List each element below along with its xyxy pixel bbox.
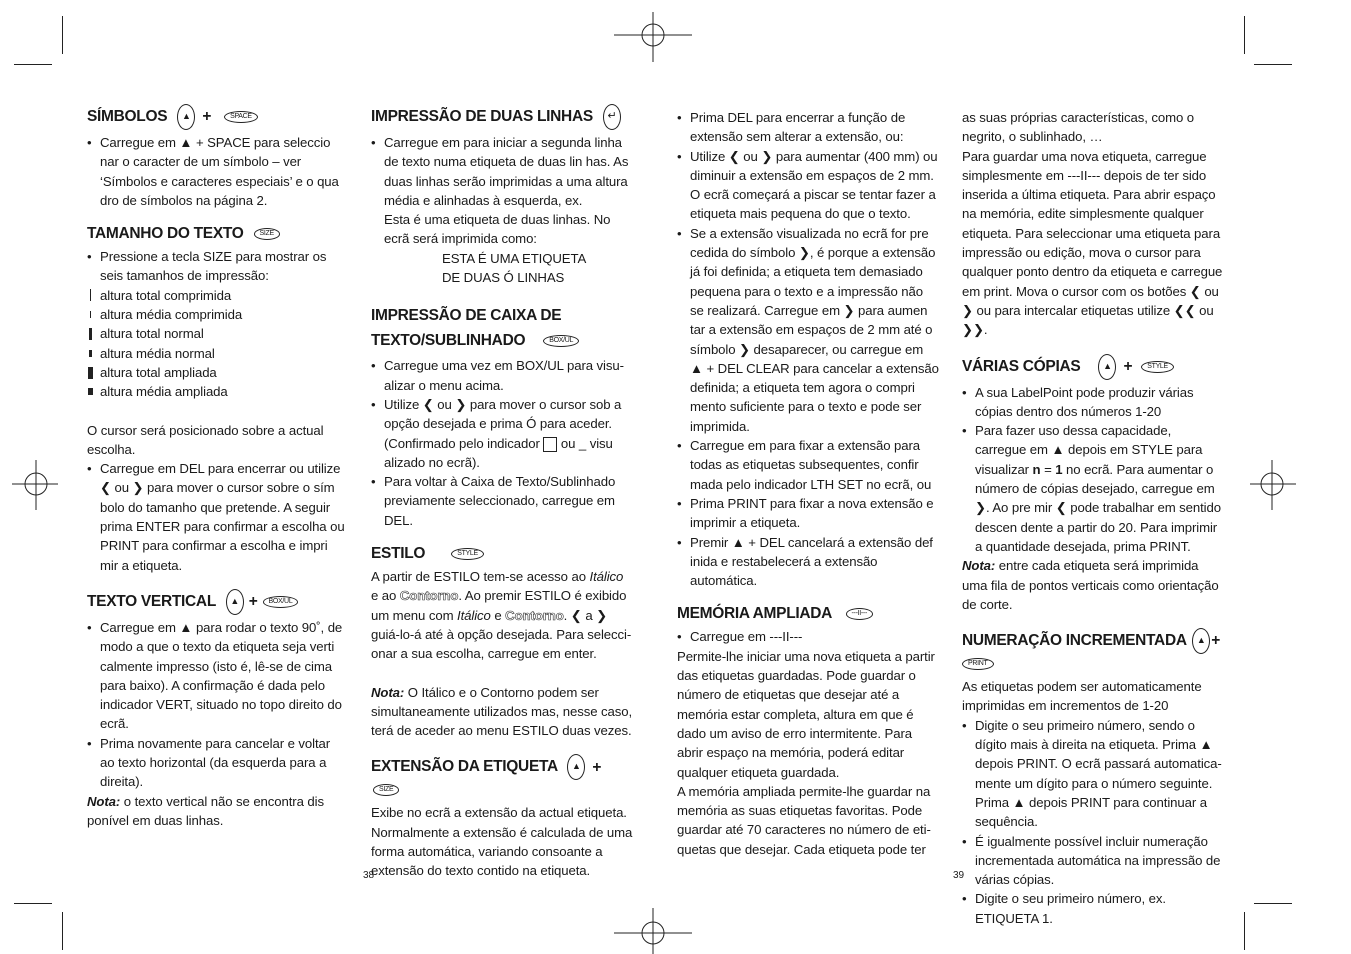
list-item: • Digite o seu primeiro número, ex. ETIQUETA 1. — [962, 889, 1224, 928]
paragraph: as suas próprias características, como o negrito, o sublinhado, … — [962, 110, 1195, 145]
paragraph: Permite-lhe iniciar uma nova etiqueta a partir das etiquetas guardadas. Pode guardar o número de etiquetas que desejar até a memória estar completa, altura em que é dado um aviso de erro intermitente. Para abrir espaço na memória, poderá editar qualquer etiqueta guardada. — [677, 648, 935, 780]
list-duas — [371, 133, 633, 287]
crop-mark — [14, 64, 52, 65]
list-copias — [962, 383, 1224, 557]
crop-mark — [1244, 16, 1245, 54]
heading-caixa: IMPRESSÃO DE CAIXA DE TEXTO/SUBLINHADO BOX/UL — [371, 303, 633, 353]
paragraph: As etiquetas podem ser automaticamente imprimidas em incrementos de 1-20 — [962, 679, 1202, 714]
list-item: • A sua LabelPoint pode produzir várias cópias dentro dos números 1-20 — [962, 383, 1224, 422]
style-key-icon: STYLE — [1141, 361, 1174, 373]
size-half-normal-icon — [89, 350, 92, 357]
size-key-icon: SIZE — [254, 228, 280, 240]
size-key-icon: SIZE — [373, 784, 399, 796]
size-option: altura média comprimida — [87, 305, 345, 324]
up-arrow-key-icon: ▲ — [1192, 628, 1210, 654]
list-memoria — [677, 627, 939, 646]
registration-mark-bottom — [614, 908, 692, 954]
size-half-condensed-icon — [90, 311, 91, 318]
page-number-left: 38 — [363, 870, 375, 881]
list-item: • Premir ▲ + DEL cancelará a extensão def inida e restabelecerá a extensão automática. — [677, 533, 939, 591]
list-item: • Pressione a tecla SIZE para mostrar os seis tamanhos de impressão: — [87, 247, 345, 286]
space-key-icon: SPACE — [224, 111, 258, 123]
registration-mark-right — [1250, 460, 1296, 510]
boxul-key-icon: BOX/UL — [543, 335, 579, 347]
paragraph: A memória ampliada permite-lhe guardar na memória as suas etiquetas favoritas. Pode guardar até 70 caracteres no número de eti- quetas que desejar. Cada etiqueta pode ter — [677, 783, 931, 857]
list-item: • Carregue em ▲ para rodar o texto 90˚, de modo a que o texto da etiqueta seja verti calmente impresso (isto é, lê-se de cima para baixo). A confirmação é dada pelo indicador VERT, situado no topo direito do ecrã. — [87, 618, 345, 734]
heading-memoria: MEMÓRIA AMPLIADA ---II--- — [677, 604, 939, 624]
list-item: • Utilize ❮ ou ❯ para mover o cursor sob a opção desejada e prima Ó para aceder. (Confirmado pelo indicador ou _ visu alizado no ecrã). — [371, 395, 633, 472]
list-numeracao — [962, 716, 1224, 928]
crop-mark — [1254, 903, 1292, 904]
list-item: • Carregue em ---II--- — [677, 627, 939, 646]
paragraph: Para guardar uma nova etiqueta, carregue simplesmente em ---II--- depois de ter sido inserida a última etiqueta. Para abrir espaço na memória, edite simplesmente qualquer etiqueta. Para seleccionar uma etiqueta para impressão ou edição, mova o cursor para qualquer ponto dentro da etiqueta e carregue em print. Mova o cursor com os botões ❮ ou ❯ ou para intercalar etiquetas utilize ❮❮ ou ❯❯. — [962, 148, 1223, 338]
crop-mark — [1254, 64, 1292, 65]
list-item: • Prima DEL para encerrar a função de extensão sem alterar a extensão, ou: — [677, 108, 939, 147]
up-arrow-key-icon: ▲ — [567, 754, 585, 780]
crop-mark — [1244, 912, 1245, 950]
crop-mark — [62, 912, 63, 950]
paragraph: Exibe no ecrã a extensão da actual etiqueta. Normalmente a extensão é calculada de uma forma automática, variando consoante a extensão do texto contido na etiqueta. — [371, 805, 633, 879]
up-arrow-key-icon: ▲ — [177, 104, 195, 130]
list-item: • Prima PRINT para fixar a nova extensão e imprimir a etiqueta. — [677, 494, 939, 533]
list-item: • Carregue em para fixar a extensão para todas as etiquetas subsequentes, confir mada pelo indicador LTH SET no ecrã, ou — [677, 436, 939, 494]
list-item: • Carregue em para iniciar a segunda linha de texto numa etiqueta de duas lin has. As duas linhas serão imprimidas a uma altura média e alinhadas à esquerda, ex. Esta é uma etiqueta de duas linhas. No ecrã será imprimida como: ESTA É UMA ETIQUETA DE DUAS Ó LINHAS — [371, 133, 633, 287]
list-extensao-cont — [677, 108, 939, 590]
print-key-icon: PRINT — [962, 658, 994, 670]
list-item: • Carregue uma vez em BOX/UL para visu- alizar o menu acima. — [371, 356, 633, 395]
heading-numeracao: NUMERAÇÃO INCREMENTADA ▲ +PRINT — [962, 628, 1224, 674]
note: Nota: o texto vertical não se encontra dis ponível em duas linhas. — [87, 793, 324, 828]
note: Nota: O Itálico e o Contorno podem ser simultaneamente utilizados mas, nesse caso, terá de aceder ao menu ESTILO duas vezes. — [371, 684, 633, 739]
boxul-key-icon: BOX/UL — [263, 596, 299, 608]
size-option: altura total comprimida — [87, 286, 345, 305]
heading-simbolos: SÍMBOLOS ▲ + SPACE — [87, 104, 345, 130]
list-tamanho-2 — [87, 459, 345, 575]
list-vertical — [87, 618, 345, 792]
heading-tamanho: TAMANHO DO TEXTO SIZE — [87, 224, 345, 244]
list-caixa — [371, 356, 633, 530]
heading-copias: VÁRIAS CÓPIAS ▲ + STYLE — [962, 354, 1224, 380]
column-4 — [962, 108, 1224, 928]
crop-mark — [62, 16, 63, 54]
size-half-expanded-icon — [88, 388, 93, 395]
paragraph: O cursor será posicionado sobre a actual escolha. — [87, 422, 324, 457]
memory-key-icon: ---II--- — [846, 608, 873, 620]
registration-mark-top — [614, 12, 692, 62]
column-2 — [371, 104, 633, 881]
heading-estilo: ESTILO STYLE — [371, 544, 633, 564]
page-number-right: 39 — [953, 870, 965, 881]
list-item: • Utilize ❮ ou ❯ para aumentar (400 mm) ou diminuir a extensão em espaços de 2 mm. O ecrã começará a piscar se tentar fazer a etiqueta mais pequena do que o texto. — [677, 147, 939, 224]
size-option: altura total ampliada — [87, 363, 345, 382]
size-full-condensed-icon — [90, 289, 91, 301]
registration-mark-left — [12, 460, 58, 510]
up-arrow-key-icon: ▲ — [1098, 354, 1116, 380]
size-full-normal-icon — [89, 328, 92, 340]
list-item: • Digite o seu primeiro número, sendo o dígito mais à direita na etiqueta. Prima ▲ depois PRINT. O ecrã passará automatica- mente um dígito para o número seguinte. Prima ▲ depois PRINT para continuar a sequência. — [962, 716, 1224, 832]
note: Nota: entre cada etiqueta será imprimida uma fila de pontos verticais como orientação de corte. — [962, 558, 1219, 612]
list-item: • Se a extensão visualizada no ecrã for pre cedida do símbolo ❯, é porque a extensão já foi definida; a etiqueta tem demasiado pequena para o texto e a impressão não se realizará. Carregue em ❯ para aumen tar a extensão em espaços de 2 mm até o símbolo ❯ desaparecer, ou carregue em ▲ + DEL CLEAR para cancelar a extensão definida; a etiqueta tem agora o compri mento suficiente para o texto e pode ser imprimida. — [677, 224, 939, 436]
heading-vertical: TEXTO VERTICAL ▲ + BOX/UL — [87, 589, 345, 615]
size-option: altura total normal — [87, 324, 345, 343]
style-key-icon: STYLE — [451, 548, 484, 560]
enter-key-icon: ↵ — [603, 104, 621, 130]
size-full-expanded-icon — [88, 367, 93, 379]
list-item: • Carregue em ▲ + SPACE para seleccio nar o caracter de um símbolo – ver ‘Símbolos e caracteres especiais’ e o qua dro de símbolos na página 2. — [87, 133, 345, 210]
list-item: • Para voltar à Caixa de Texto/Sublinhado previamente seleccionado, carregue em DEL. — [371, 472, 633, 530]
size-options — [87, 286, 345, 402]
up-arrow-key-icon: ▲ — [226, 589, 244, 615]
list-tamanho — [87, 247, 345, 286]
heading-extensao: EXTENSÃO DA ETIQUETA ▲ + SIZE — [371, 754, 633, 800]
list-item: • É igualmente possível incluir numeração incrementada automática na impressão de várias cópias. — [962, 832, 1224, 890]
size-option: altura média normal — [87, 344, 345, 363]
list-simbolos — [87, 133, 345, 210]
list-item: • Para fazer uso dessa capacidade, carregue em ▲ depois em STYLE para visualizar n = 1 no ecrã. Para aumentar o número de cópias desejado, carregue em ❯. Ao pre mir ❮ pode trabalhar em sentido descen dente a partir do 20. Para imprimir a quantidade desejada, prima PRINT. — [962, 421, 1224, 556]
column-3 — [677, 108, 939, 859]
size-option: altura média ampliada — [87, 382, 345, 401]
paragraph: A partir de ESTILO tem-se acesso ao Itálico e ao Contorno. Ao premir ESTILO é exibido um menu com Itálico e Contorno. ❮ a ❯ guiá-lo-á até à opção desejada. Para selecci- onar a sua escolha, carregue em enter. — [371, 569, 632, 662]
list-item: • Prima novamente para cancelar e voltar ao texto horizontal (da esquerda para a direita). — [87, 734, 345, 792]
heading-duas-linhas: IMPRESSÃO DE DUAS LINHAS ↵ — [371, 104, 633, 130]
box-indicator-icon — [543, 437, 557, 452]
list-item: • Carregue em DEL para encerrar ou utilize ❮ ou ❯ para mover o cursor sobre o sím bolo do tamanho que pretende. A seguir prima ENTER para confirmar a escolha ou PRINT para confirmar a escolha e impri mir a etiqueta. — [87, 459, 345, 575]
column-1 — [87, 104, 345, 830]
crop-mark — [14, 903, 52, 904]
